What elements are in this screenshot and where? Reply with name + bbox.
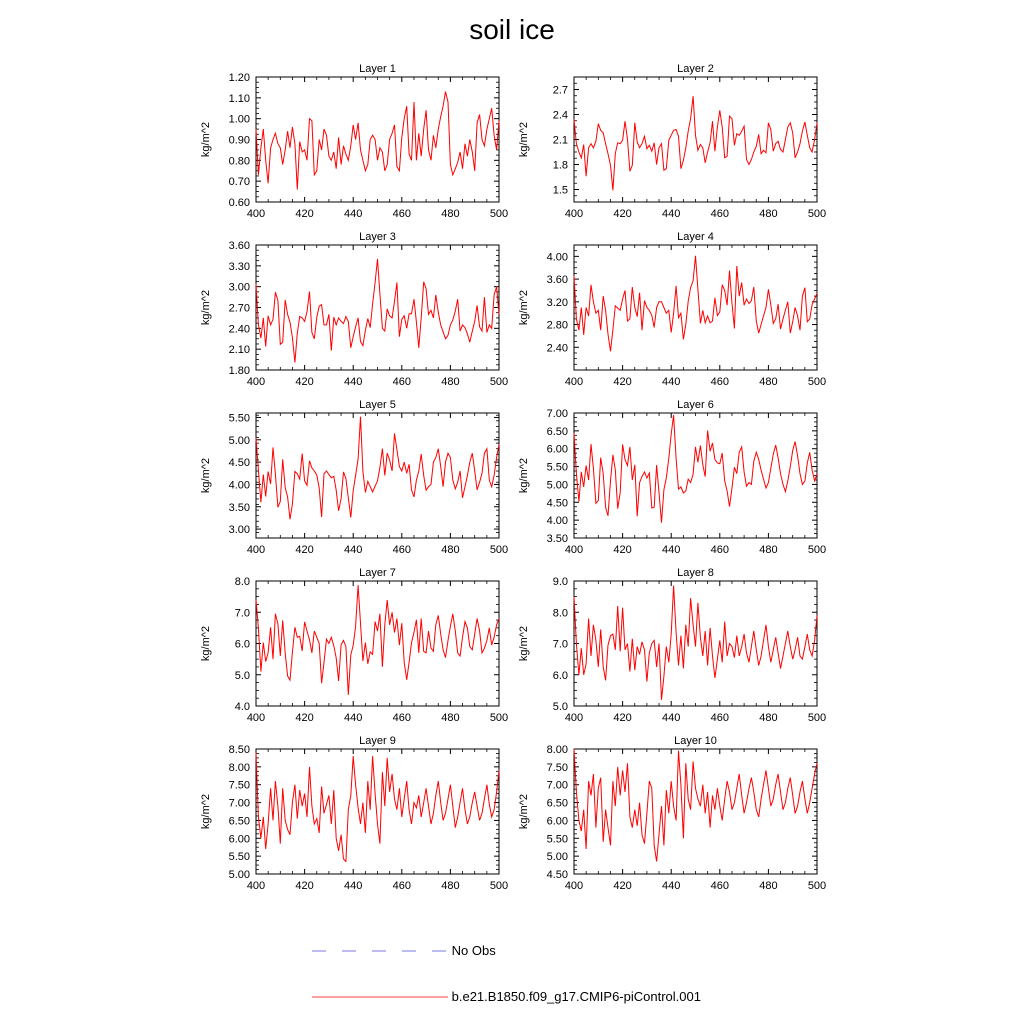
y-tick-label: 2.70 bbox=[228, 302, 250, 315]
x-tick-label: 460 bbox=[710, 376, 729, 388]
x-tick-label: 480 bbox=[441, 376, 460, 388]
y-tick-label: 7.00 bbox=[546, 408, 568, 420]
y-tick-label: 7.50 bbox=[228, 779, 250, 792]
y-axis-label: kg/m^2 bbox=[200, 457, 212, 494]
y-tick-label: 3.60 bbox=[546, 274, 568, 287]
x-tick-label: 480 bbox=[759, 376, 778, 388]
y-tick-label: 8.00 bbox=[546, 744, 568, 756]
y-tick-label: 6.00 bbox=[546, 815, 568, 828]
x-tick-label: 420 bbox=[295, 712, 314, 724]
y-tick-label: 3.50 bbox=[546, 533, 568, 545]
page-title: soil ice bbox=[469, 14, 555, 45]
panel-layer-9 bbox=[200, 735, 508, 892]
y-tick-label: 3.50 bbox=[228, 501, 250, 514]
series-line bbox=[574, 256, 817, 351]
y-tick-label: 7.0 bbox=[552, 638, 568, 651]
x-tick-label: 480 bbox=[759, 544, 778, 556]
x-tick-label: 460 bbox=[710, 544, 729, 556]
y-tick-label: 6.0 bbox=[552, 669, 568, 682]
x-tick-label: 420 bbox=[613, 208, 632, 220]
y-axis-label: kg/m^2 bbox=[200, 121, 212, 158]
series-line bbox=[574, 586, 817, 700]
series-line bbox=[574, 96, 817, 190]
y-tick-label: 8.00 bbox=[228, 761, 250, 774]
y-tick-label: 6.50 bbox=[546, 797, 568, 810]
panel-title: Layer 9 bbox=[359, 735, 396, 747]
x-tick-label: 400 bbox=[564, 712, 584, 724]
y-tick-label: 2.40 bbox=[546, 342, 568, 355]
y-tick-label: 5.50 bbox=[546, 833, 568, 846]
y-axis-label: kg/m^2 bbox=[518, 625, 530, 662]
panel-title: Layer 10 bbox=[674, 735, 717, 747]
y-tick-label: 2.4 bbox=[552, 109, 568, 122]
x-tick-label: 400 bbox=[564, 208, 584, 220]
x-tick-label: 460 bbox=[392, 544, 411, 556]
x-tick-label: 500 bbox=[489, 376, 509, 388]
y-axis-label: kg/m^2 bbox=[518, 289, 530, 326]
panel-title: Layer 3 bbox=[359, 231, 396, 243]
y-tick-label: 6.50 bbox=[546, 425, 568, 438]
plot-frame bbox=[256, 77, 499, 202]
y-tick-label: 5.0 bbox=[234, 669, 250, 682]
x-tick-label: 400 bbox=[246, 880, 266, 892]
series-line bbox=[256, 753, 499, 862]
series-line bbox=[256, 259, 499, 363]
y-tick-label: 2.1 bbox=[552, 134, 568, 147]
x-tick-label: 420 bbox=[613, 712, 632, 724]
panel-layer-2 bbox=[518, 63, 826, 220]
y-tick-label: 7.00 bbox=[546, 779, 568, 792]
x-tick-label: 460 bbox=[392, 376, 411, 388]
y-axis-label: kg/m^2 bbox=[200, 793, 212, 830]
panel-title: Layer 8 bbox=[677, 567, 714, 579]
legend-model-swatch bbox=[312, 990, 448, 1004]
y-tick-label: 4.50 bbox=[546, 497, 568, 510]
y-tick-label: 7.00 bbox=[228, 797, 250, 810]
y-tick-label: 3.60 bbox=[228, 240, 250, 252]
x-tick-label: 500 bbox=[489, 544, 509, 556]
y-tick-label: 1.80 bbox=[228, 365, 250, 377]
x-tick-label: 420 bbox=[295, 544, 314, 556]
y-tick-label: 2.7 bbox=[552, 84, 568, 97]
x-tick-label: 460 bbox=[710, 208, 729, 220]
panel-layer-8 bbox=[518, 567, 826, 724]
x-tick-label: 400 bbox=[246, 544, 266, 556]
plot-frame bbox=[256, 581, 499, 706]
y-tick-label: 1.10 bbox=[228, 92, 250, 105]
legend-model bbox=[312, 988, 701, 1004]
y-tick-label: 2.10 bbox=[228, 344, 250, 357]
plot-frame bbox=[574, 77, 817, 202]
x-tick-label: 440 bbox=[662, 880, 681, 892]
legend-no-obs-label: No Obs bbox=[451, 943, 496, 959]
y-tick-label: 8.0 bbox=[552, 607, 568, 620]
panel-layer-4 bbox=[518, 231, 826, 388]
y-tick-label: 8.0 bbox=[234, 576, 250, 588]
y-tick-label: 2.40 bbox=[228, 323, 250, 336]
x-tick-label: 420 bbox=[613, 376, 632, 388]
x-tick-label: 440 bbox=[662, 208, 681, 220]
x-tick-label: 460 bbox=[710, 712, 729, 724]
x-tick-label: 460 bbox=[392, 712, 411, 724]
x-tick-label: 440 bbox=[662, 544, 681, 556]
x-tick-label: 480 bbox=[441, 712, 460, 724]
x-tick-label: 440 bbox=[344, 544, 363, 556]
legend-no-obs bbox=[312, 942, 496, 958]
x-tick-label: 480 bbox=[759, 712, 778, 724]
panel-title: Layer 2 bbox=[677, 63, 714, 75]
y-tick-label: 3.00 bbox=[228, 281, 250, 294]
x-tick-label: 500 bbox=[807, 712, 827, 724]
x-tick-label: 400 bbox=[564, 544, 584, 556]
x-tick-label: 460 bbox=[710, 880, 729, 892]
x-tick-label: 420 bbox=[295, 208, 314, 220]
panel-title: Layer 6 bbox=[677, 399, 714, 411]
x-tick-label: 500 bbox=[807, 880, 827, 892]
x-tick-label: 480 bbox=[759, 880, 778, 892]
series-line bbox=[256, 92, 499, 190]
legend-no-obs-swatch bbox=[312, 944, 448, 958]
x-tick-label: 500 bbox=[807, 208, 827, 220]
y-tick-label: 3.30 bbox=[228, 260, 250, 273]
plot-frame bbox=[256, 749, 499, 874]
y-tick-label: 5.00 bbox=[228, 434, 250, 447]
panel-title: Layer 1 bbox=[359, 63, 396, 75]
x-tick-label: 480 bbox=[441, 208, 460, 220]
y-tick-label: 5.00 bbox=[546, 479, 568, 492]
x-tick-label: 400 bbox=[564, 376, 584, 388]
panel-layer-7 bbox=[200, 567, 508, 724]
panel-title: Layer 4 bbox=[677, 231, 714, 243]
y-tick-label: 5.50 bbox=[546, 461, 568, 474]
y-axis-label: kg/m^2 bbox=[200, 625, 212, 662]
y-tick-label: 4.50 bbox=[546, 869, 568, 881]
y-tick-label: 6.00 bbox=[228, 833, 250, 846]
x-tick-label: 420 bbox=[613, 880, 632, 892]
series-line bbox=[256, 585, 499, 695]
y-tick-label: 0.80 bbox=[228, 155, 250, 168]
x-tick-label: 460 bbox=[392, 880, 411, 892]
y-tick-label: 0.90 bbox=[228, 134, 250, 147]
x-tick-label: 480 bbox=[441, 880, 460, 892]
y-tick-label: 4.50 bbox=[228, 457, 250, 470]
y-tick-label: 0.70 bbox=[228, 176, 250, 189]
x-tick-label: 500 bbox=[489, 208, 509, 220]
x-tick-label: 440 bbox=[662, 376, 681, 388]
x-tick-label: 500 bbox=[807, 376, 827, 388]
y-tick-label: 5.50 bbox=[228, 412, 250, 425]
y-tick-label: 7.50 bbox=[546, 761, 568, 774]
y-tick-label: 4.00 bbox=[546, 251, 568, 264]
y-axis-label: kg/m^2 bbox=[518, 121, 530, 158]
y-axis-label: kg/m^2 bbox=[518, 457, 530, 494]
y-tick-label: 0.60 bbox=[228, 197, 250, 209]
y-tick-label: 9.0 bbox=[552, 576, 568, 588]
panel-layer-3 bbox=[200, 231, 508, 388]
x-tick-label: 420 bbox=[295, 880, 314, 892]
y-tick-label: 5.50 bbox=[228, 851, 250, 864]
x-tick-label: 500 bbox=[489, 712, 509, 724]
x-tick-label: 400 bbox=[246, 376, 266, 388]
series-line bbox=[574, 749, 817, 862]
x-tick-label: 480 bbox=[759, 208, 778, 220]
plot-frame bbox=[256, 413, 499, 538]
y-tick-label: 8.50 bbox=[228, 744, 250, 756]
x-tick-label: 400 bbox=[246, 712, 266, 724]
y-axis-label: kg/m^2 bbox=[200, 289, 212, 326]
panel-layer-1 bbox=[200, 63, 508, 220]
y-tick-label: 4.00 bbox=[228, 479, 250, 492]
x-tick-label: 440 bbox=[662, 712, 681, 724]
legend-model-label: b.e21.B1850.f09_g17.CMIP6-piControl.001 bbox=[451, 989, 701, 1005]
y-tick-label: 2.80 bbox=[546, 319, 568, 332]
panel-layer-6 bbox=[518, 399, 826, 556]
x-tick-label: 440 bbox=[344, 376, 363, 388]
x-tick-label: 400 bbox=[564, 880, 584, 892]
x-tick-label: 420 bbox=[613, 544, 632, 556]
y-tick-label: 5.0 bbox=[552, 701, 568, 713]
y-tick-label: 1.00 bbox=[228, 113, 250, 126]
x-tick-label: 460 bbox=[392, 208, 411, 220]
y-tick-label: 1.8 bbox=[552, 159, 568, 172]
x-tick-label: 500 bbox=[807, 544, 827, 556]
y-tick-label: 6.50 bbox=[228, 815, 250, 828]
y-tick-label: 3.00 bbox=[228, 524, 250, 537]
y-tick-label: 5.00 bbox=[228, 869, 250, 881]
x-tick-label: 440 bbox=[344, 880, 363, 892]
y-axis-label: kg/m^2 bbox=[518, 793, 530, 830]
y-tick-label: 5.00 bbox=[546, 851, 568, 864]
series-line bbox=[256, 417, 499, 520]
x-tick-label: 480 bbox=[441, 544, 460, 556]
y-tick-label: 6.00 bbox=[546, 443, 568, 456]
plot-frame bbox=[574, 749, 817, 874]
y-tick-label: 3.20 bbox=[546, 296, 568, 309]
panel-layer-5 bbox=[200, 399, 508, 556]
y-tick-label: 4.00 bbox=[546, 515, 568, 528]
panel-title: Layer 5 bbox=[359, 399, 396, 411]
y-tick-label: 6.0 bbox=[234, 638, 250, 651]
panel-layer-10 bbox=[518, 735, 826, 892]
y-tick-label: 4.0 bbox=[234, 701, 250, 713]
y-tick-label: 1.20 bbox=[228, 72, 250, 84]
x-tick-label: 420 bbox=[295, 376, 314, 388]
panel-title: Layer 7 bbox=[359, 567, 396, 579]
x-tick-label: 440 bbox=[344, 712, 363, 724]
y-tick-label: 7.0 bbox=[234, 607, 250, 620]
x-tick-label: 440 bbox=[344, 208, 363, 220]
x-tick-label: 500 bbox=[489, 880, 509, 892]
series-line bbox=[574, 415, 817, 522]
x-tick-label: 400 bbox=[246, 208, 266, 220]
y-tick-label: 1.5 bbox=[552, 184, 568, 197]
